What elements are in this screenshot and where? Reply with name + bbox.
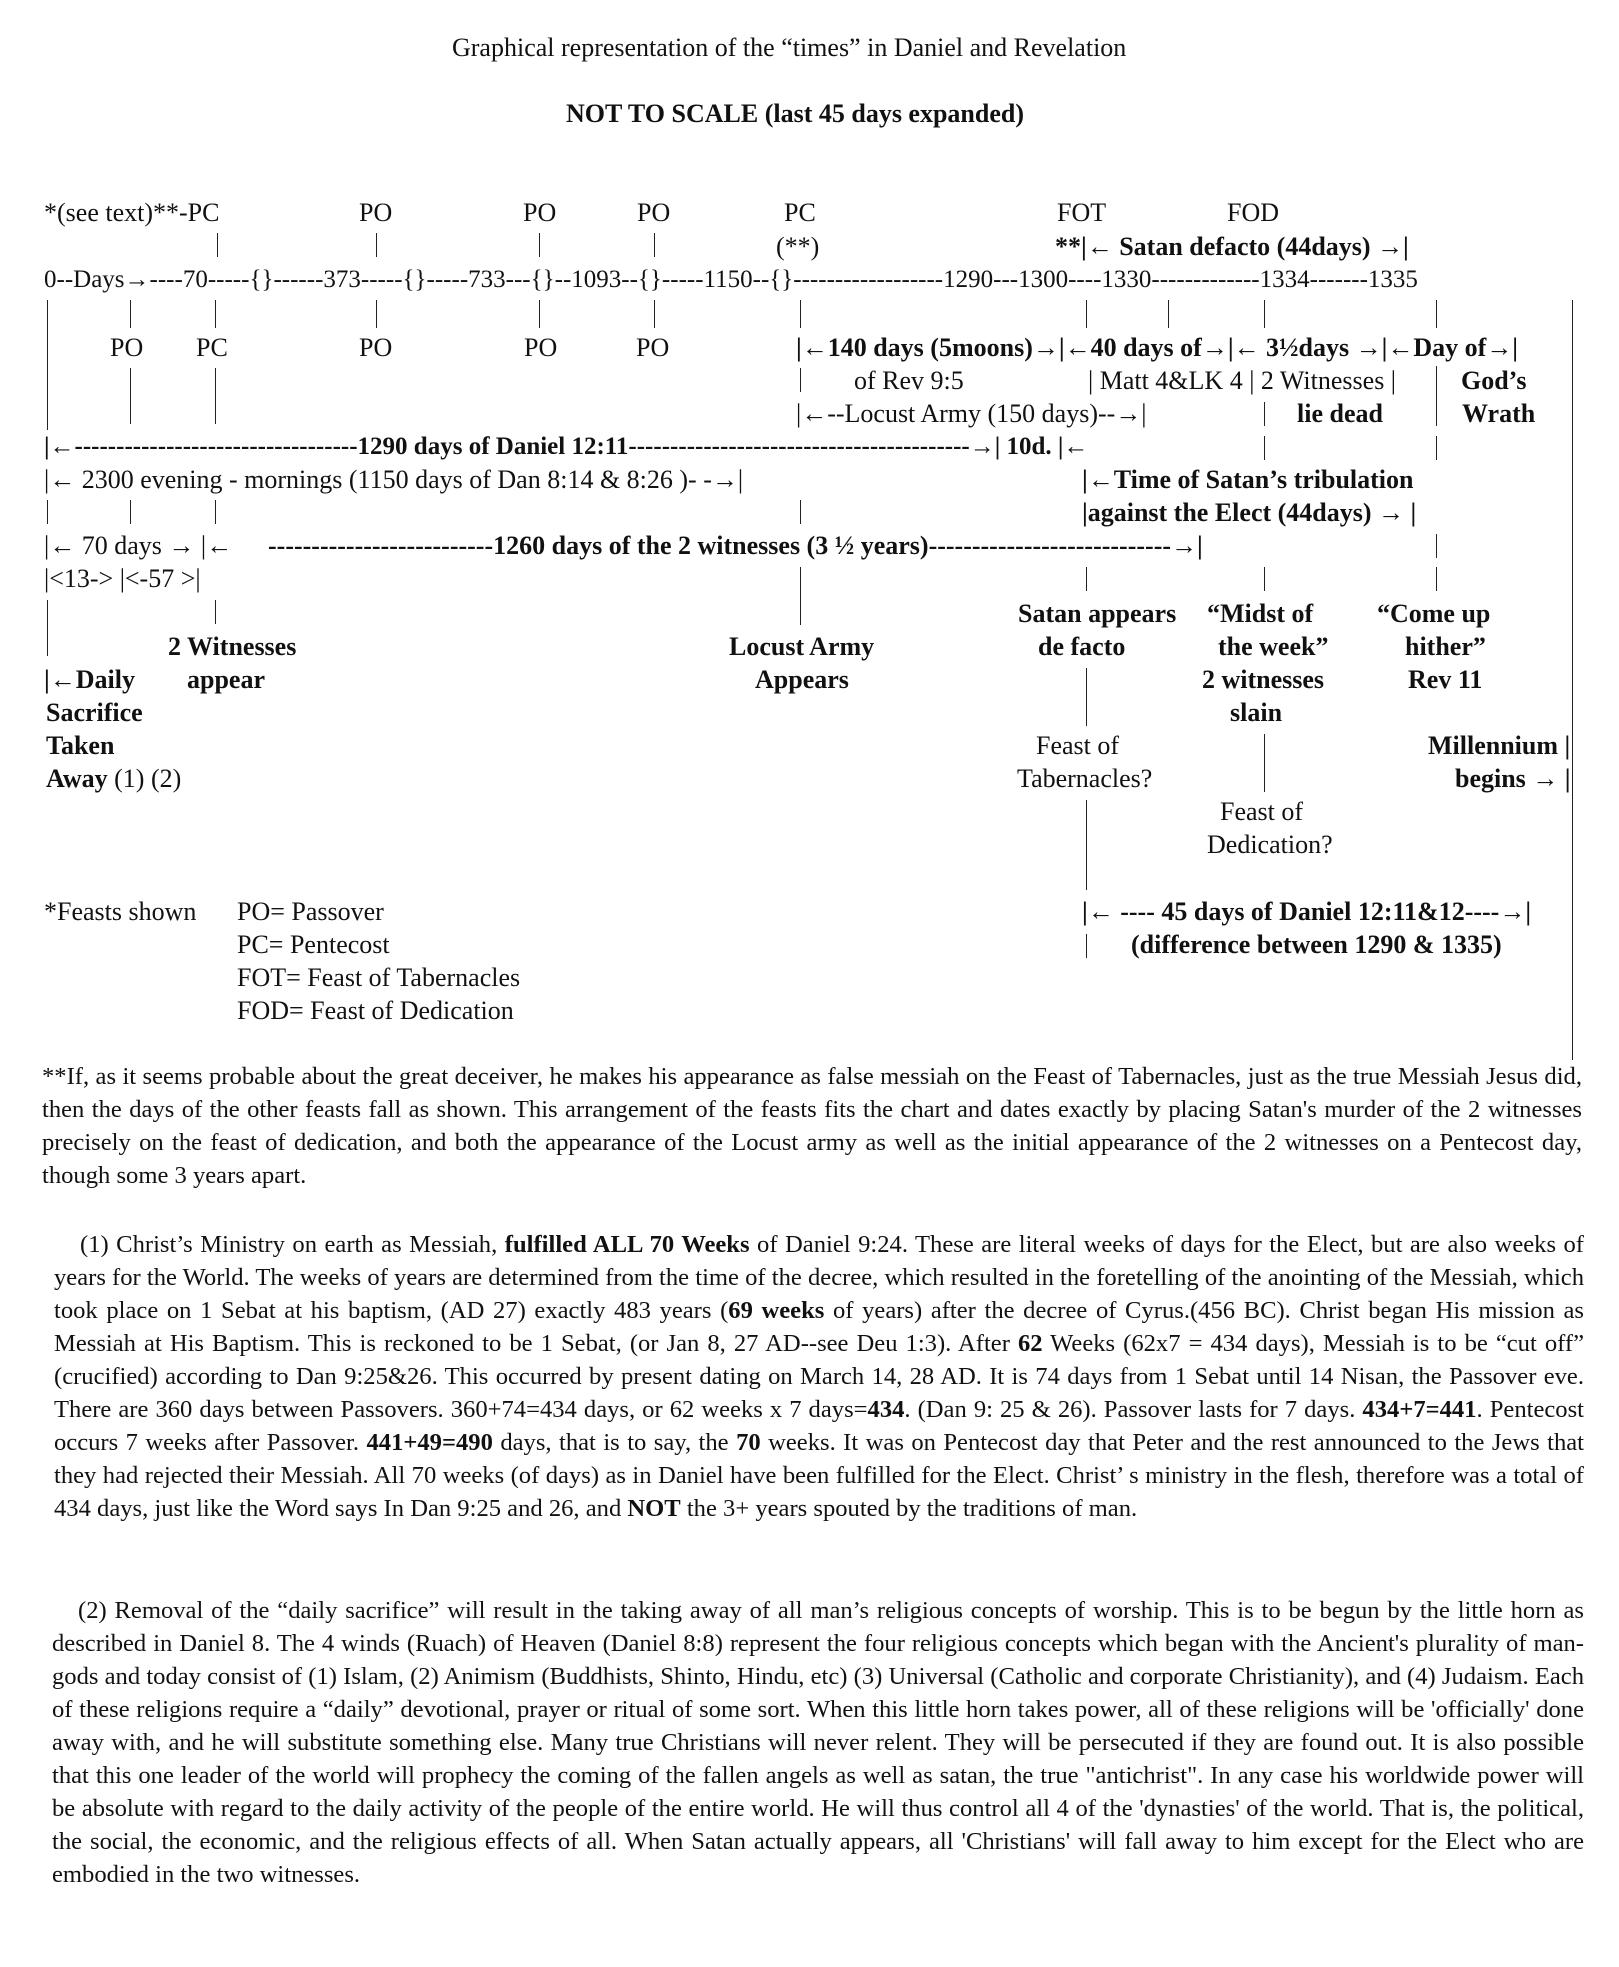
tick-line <box>1436 366 1437 426</box>
time-satan-tribulation: |←Time of Satan’s tribulation <box>1082 465 1414 494</box>
note-1 <box>54 1228 1584 1525</box>
against-elect: |against the Elect (44days) → | <box>1082 498 1417 527</box>
period-2300: |← 2300 evening - mornings (1150 days of Dan 8:14 & 8:26 )- -→| <box>44 465 744 494</box>
begins-label: begins → | <box>1455 764 1571 793</box>
legend-fot: FOT= Feast of Tabernacles <box>237 963 521 992</box>
dedication-label: Dedication? <box>1207 830 1333 859</box>
feast-po-733: PO <box>523 198 557 227</box>
feast-po-1093: PO <box>637 198 671 227</box>
note-1-part: of years) after the decree of Cyrus.(456 BC). Christ began His mission as Messiah at His Baptism. This is reckoned to be 1 Sebat, (or Jan 8, 27 AD--see Deu 1:3). After <box>54 1297 1585 1357</box>
period-13-57: |<13-> |<-57 >| <box>44 564 201 593</box>
away-label: Away <box>46 764 108 793</box>
tick-line <box>1086 567 1087 591</box>
feast-fod: FOD <box>1227 198 1280 227</box>
tick-line <box>1436 567 1437 591</box>
period-1260-days: --------------------------1260 days of the 2 witnesses (3 ½ years)----------------------------→| <box>268 531 1203 560</box>
away-line <box>46 764 181 794</box>
tick-line <box>1264 300 1265 328</box>
tick-line <box>1264 734 1265 792</box>
note-2-text: (2) Removal of the “daily sacrifice” will result in the taking away of all man’s religious concepts of worship. This is to be begun by the little horn as described in Daniel 8. The 4 winds (Ruach) of Heaven (Daniel 8:8) represent the four religious concepts which began with the Ancient's plurality of man-gods and today consist of (1) Islam, (2) Animism (Buddhists, Shinto, Hindu, etc) (3) Universal (Catholic and corporate Christianity), and (4) Judaism. Each of these religions require a “daily” devotional, prayer or ritual of some sort. When this little horn takes power, all of these religions will be 'officially' done away with, and he will substitute something else. Many true Christians will never relent. They will be persecuted if they are found out. It is also possible that this one leader of the world will prophecy the coming of the fallen angels as well as satan, the true "antichrist". In any case his worldwide power will be absolute with regard to the daily activity of the people of the entire world. He will thus control all 4 of the 'dynasties' of the world. That is, the political, the social, the economic, and the religious effects of all. When Satan actually appears, all 'Christians' will fall away to him except for the Elect who are embodied in the two witnesses. <box>52 1597 1584 1888</box>
tick-line <box>1436 436 1437 460</box>
satan-appears-event: Satan appears <box>1018 599 1177 628</box>
two-witnesses-slain-label: 2 witnesses <box>1202 665 1325 694</box>
pc-note: (**) <box>776 232 820 261</box>
feast-po-373: PO <box>359 198 393 227</box>
note-1-part: weeks. It was on Pentecost day that Peter and the rest announced to the Jews that they had rejected their Messiah. All 70 weeks (of days) as in Daniel have been fulfilled for the Elect. Christ’ s ministry in the flesh, therefore was a total of 434 days, just like the Word says In Dan 9:25 and 26, and <box>54 1429 1584 1522</box>
note-2 <box>52 1594 1584 1891</box>
tick-line <box>1264 567 1265 591</box>
tick-line <box>1086 800 1087 890</box>
note-1-bold: 62 <box>1017 1330 1043 1357</box>
tick-line <box>1572 300 1573 1060</box>
tick-line <box>800 500 801 524</box>
tick-line <box>1168 300 1169 328</box>
de-facto-label: de facto <box>1038 632 1126 661</box>
sacrifice-label: Sacrifice <box>46 698 143 727</box>
tick-line <box>215 600 216 624</box>
come-up-event: “Come up <box>1377 599 1491 628</box>
tick-line <box>47 600 48 656</box>
note-1-bold: NOT <box>627 1495 681 1522</box>
tick-line <box>539 233 540 257</box>
legend-po: PO= Passover <box>237 897 384 926</box>
page-subtitle: NOT TO SCALE (last 45 days expanded) <box>566 99 1025 128</box>
two-witnesses-event: 2 Witnesses <box>168 632 297 661</box>
legend-fod: FOD= Feast of Dedication <box>237 996 514 1025</box>
gods-label: God’s <box>1461 366 1527 395</box>
tick-line <box>215 500 216 524</box>
midst-week-event: “Midst of <box>1207 599 1314 628</box>
lie-dead-label: lie dead <box>1297 399 1383 428</box>
note-1-bold: 69 weeks <box>728 1297 825 1324</box>
feast-po-a: PO <box>110 333 144 362</box>
away-refs: (1) (2) <box>107 764 182 793</box>
period-70-days: |← 70 days → |← <box>44 531 233 560</box>
tick-line <box>47 300 48 430</box>
note-1-part: . (Dan 9: 25 & 26). Passover lasts for 7 days. <box>904 1396 1363 1423</box>
period-140-days: |←140 days (5moons)→|←40 days of→|← 3½days →|←Day of→| <box>796 333 1519 362</box>
wrath-label: Wrath <box>1462 399 1536 428</box>
note-1-part: days, that is to say, the <box>492 1429 737 1456</box>
see-text-label: *(see text)**-PC <box>44 198 220 227</box>
tick-line <box>47 500 48 524</box>
millennium-label: Millennium | <box>1428 731 1571 760</box>
matt-lk-label: | Matt 4&LK 4 | 2 Witnesses | <box>1088 366 1397 395</box>
appears-label: Appears <box>755 665 849 694</box>
locust-army-150: |←--Locust Army (150 days)--→| <box>796 399 1147 428</box>
feast-pc-a: PC <box>196 333 228 362</box>
rev-11-label: Rev 11 <box>1408 665 1483 694</box>
locust-army-event: Locust Army <box>729 632 875 661</box>
note-1-part: the 3+ years spouted by the traditions of man. <box>680 1495 1138 1522</box>
note-1-part: (1) Christ’s Ministry on earth as Messiah, <box>80 1231 505 1258</box>
feast-of-ded-label: Feast of <box>1220 797 1304 826</box>
difference-note: (difference between 1290 & 1335) <box>1131 930 1502 959</box>
note-1-part: Weeks (62x7 = 434 days), Messiah is to be “cut off” (crucified) according to Dan 9:25&26. This occurred by present dating on March 14, 28 AD. It is 74 days from 1 Sebat until 14 Nisan, the Passover eve. There are 360 days between Passovers. 360+74=434 days, or 62 weeks x 7 days= <box>54 1330 1584 1423</box>
tick-line <box>376 300 377 328</box>
feast-fot: FOT <box>1057 198 1107 227</box>
tick-line <box>215 300 216 328</box>
tick-line <box>1436 534 1437 558</box>
slain-label: slain <box>1230 698 1283 727</box>
tick-line <box>130 300 131 328</box>
tick-line <box>217 233 218 257</box>
tick-line <box>1086 300 1087 328</box>
taken-label: Taken <box>46 731 115 760</box>
rev-9-5-label: of Rev 9:5 <box>854 366 964 395</box>
appear-label: appear <box>187 665 265 694</box>
daily-label: |←Daily <box>44 665 135 694</box>
feast-po-c: PO <box>524 333 558 362</box>
feast-po-d: PO <box>636 333 670 362</box>
hither-label: hither” <box>1405 632 1486 661</box>
tick-line <box>539 300 540 328</box>
tick-line <box>130 368 131 424</box>
feast-pc-1150: PC <box>784 198 816 227</box>
day-timeline: 0--Days→----70-----{}------373-----{}-----733---{}--1093--{}-----1150--{}------------------1290---1300----1330-------------1334-------1335 <box>44 266 1418 293</box>
note-1-bold: 441+49=490 <box>366 1429 493 1456</box>
tick-line <box>1086 668 1087 726</box>
legend-pc: PC= Pentecost <box>237 930 390 959</box>
tick-line <box>654 233 655 257</box>
tick-line <box>800 368 801 392</box>
legend-title: *Feasts shown <box>44 897 197 926</box>
note-1-text <box>54 1228 1584 1525</box>
tick-line <box>215 368 216 424</box>
page-title: Graphical representation of the “times” in Daniel and Revelation <box>452 33 1127 62</box>
note-1-bold: 434+7=441 <box>1362 1396 1477 1423</box>
tabernacles-label: Tabernacles? <box>1017 764 1153 793</box>
tick-line <box>1086 934 1087 958</box>
tick-line <box>1264 402 1265 426</box>
note-1-part: of Daniel 9:24. These are literal weeks of days for the Elect, but are also weeks of years for the World. The weeks of years are determined from the time of the decree, which resulted in the foretelling of the anointing of the Messiah, which took place on 1 Sebat at his baptism, (AD 27) exactly 483 years ( <box>54 1231 1584 1324</box>
tick-line <box>1436 300 1437 328</box>
period-45-days: |← ---- 45 days of Daniel 12:11&12----→| <box>1082 897 1532 926</box>
tick-line <box>800 567 801 625</box>
star-note-text: **If, as it seems probable about the great deceiver, he makes his appearance as false messiah on the Feast of Tabernacles, just as the true Messiah Jesus did, then the days of the other feasts fall as shown. This arrangement of the feasts fits the chart and dates exactly by placing Satan's murder of the 2 witnesses precisely on the feast of dedication, and both the appearance of the Locust army as well as the initial appearance of the 2 witnesses on a Pentecost day, though some 3 years apart. <box>42 1063 1582 1189</box>
tick-line <box>800 300 801 328</box>
tick-line <box>654 300 655 328</box>
note-1-part: . Pentecost occurs 7 weeks after Passover. <box>54 1396 1584 1456</box>
note-1-bold: fulfilled ALL 70 Weeks <box>504 1231 750 1258</box>
note-1-bold: 434 <box>867 1396 905 1423</box>
feast-of-tab-label: Feast of <box>1036 731 1120 760</box>
tick-line <box>130 500 131 524</box>
tick-line <box>1264 436 1265 460</box>
satan-defacto-range: **|← Satan defacto (44days) →| <box>1055 232 1409 261</box>
the-week-label: the week” <box>1218 632 1329 661</box>
feast-po-b: PO <box>359 333 393 362</box>
note-1-bold: 70 <box>736 1429 761 1456</box>
period-1290-days: |←----------------------------------1290 days of Daniel 12:11-----------------------------------------→| 10d. |← <box>44 433 1089 460</box>
tick-line <box>376 233 377 257</box>
star-note <box>42 1060 1582 1192</box>
